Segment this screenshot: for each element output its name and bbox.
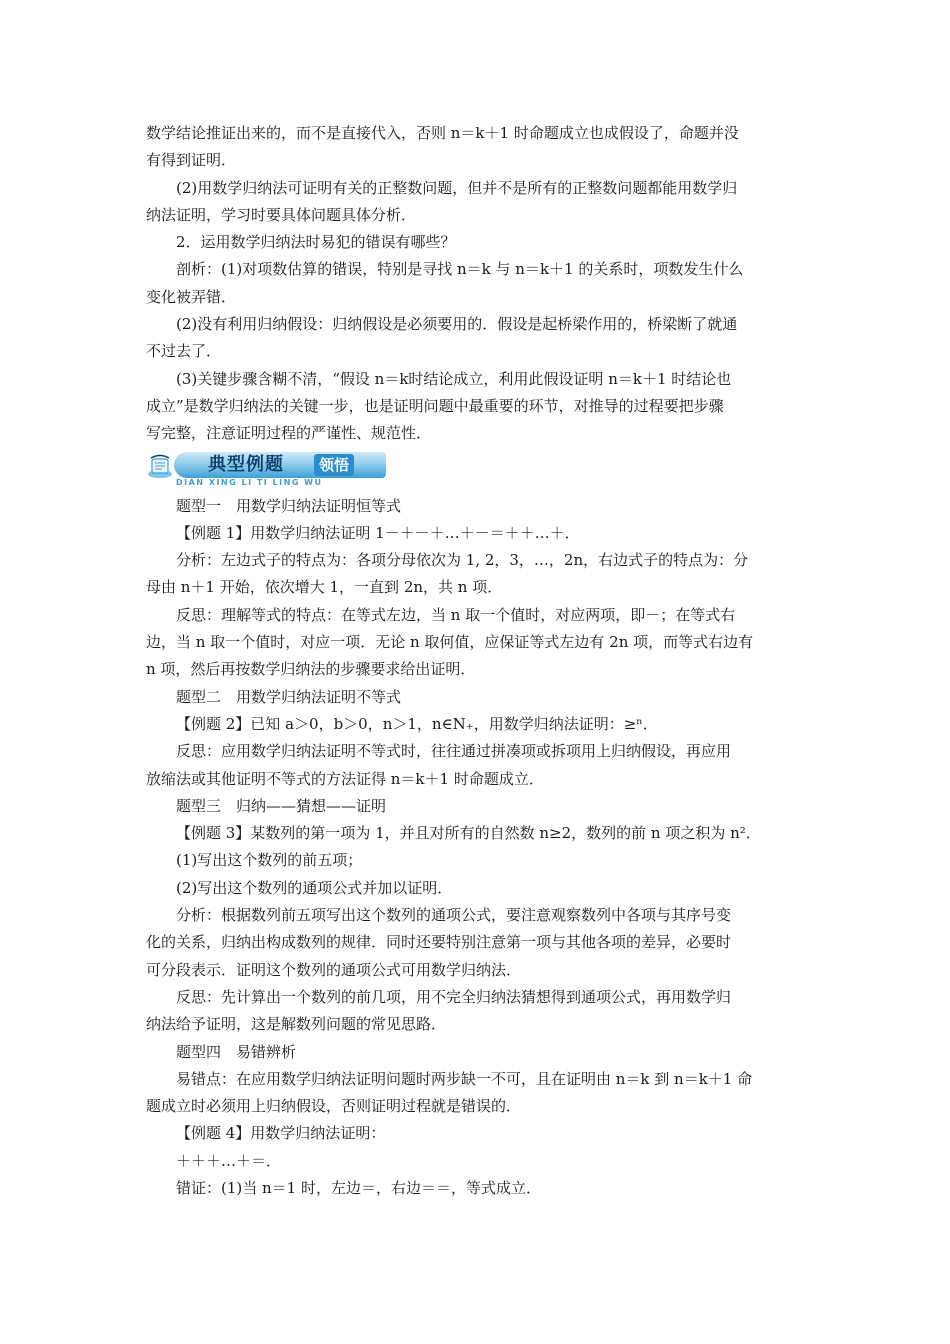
banner-subtitle: DIAN XING LI TI LING WU: [176, 477, 323, 487]
paragraph-line: 剖析：(1)对项数估算的错误，特别是寻找 n＝k 与 n＝k＋1 的关系时，项数发生什么: [176, 260, 744, 279]
paragraph-line: 变化被弄错．: [146, 287, 237, 306]
banner-tag: 领悟: [314, 454, 354, 476]
example-line: 【例题 1】用数学归纳法证明 1－＋－＋…＋－＝＋＋…＋．: [176, 523, 580, 542]
paragraph-line: 化的关系，归纳出构成数列的规律．同时还要特别注意第一项与其他各项的差异，必要时: [146, 933, 732, 952]
paragraph-line: (2)写出这个数列的通项公式并加以证明．: [176, 878, 453, 897]
question-heading: 2．运用数学归纳法时易犯的错误有哪些？: [176, 233, 456, 252]
example-line: 【例题 4】用数学归纳法证明：: [176, 1124, 386, 1143]
paragraph-line: 分析：左边式子的特点为：各项分母依次为 1, 2，3，…，2n，右边式子的特点为：分: [176, 551, 749, 570]
paragraph-line: 边，当 n 取一个值时，对应一项．无论 n 取何值，应保证等式左边有 2n 项，而等式右边有: [146, 633, 754, 652]
example-line: 【例题 3】某数列的第一项为 1，并且对所有的自然数 n≥2，数列的前 n 项之积为 n²．: [176, 824, 761, 843]
section-heading: 题型四 易错辨析: [176, 1042, 297, 1061]
example-line: 【例题 2】已知 a＞0，b＞0，n＞1，n∈N₊，用数学归纳法证明：≥ⁿ．: [176, 714, 658, 733]
paragraph-line: 错证：(1)当 n＝1 时，左边＝，右边＝＝，等式成立．: [176, 1178, 541, 1197]
paragraph-line: (3)关键步骤含糊不清，“假设 n＝k时结论成立，利用此假设证明 n＝k＋1 时结论也: [176, 369, 732, 388]
paragraph-line: n 项，然后再按数学归纳法的步骤要求给出证明．: [146, 660, 476, 679]
book-stack-icon: [146, 451, 174, 479]
paragraph-line: 反思：应用数学归纳法证明不等式时，往往通过拼凑项或拆项用上归纳假设，再应用: [176, 742, 732, 761]
paragraph-line: 题成立时必须用上归纳假设，否则证明过程就是错误的．: [146, 1097, 522, 1116]
paragraph-line: 纳法给予证明，这是解数列问题的常见思路．: [146, 1015, 447, 1034]
document-body: [146, 120, 810, 1202]
paragraph-line: (2)用数学归纳法可证明有关的正整数问题，但并不是所有的正整数问题都能用数学归: [176, 178, 738, 197]
paragraph-line: (2)没有利用归纳假设：归纳假设是必须要用的．假设是起桥梁作用的，桥梁断了就通: [176, 315, 738, 334]
paragraph-line: 反思：理解等式的特点：在等式左边，当 n 取一个值时，对应两项，即－；在等式右: [176, 605, 736, 624]
section-heading: 题型三 归纳——猜想——证明: [176, 796, 387, 815]
paragraph-line: 纳法证明，学习时要具体问题具体分析．: [146, 205, 417, 224]
section-heading: 题型二 用数学归纳法证明不等式: [176, 687, 402, 706]
paragraph-line: 可分段表示．证明这个数列的通项公式可用数学归纳法．: [146, 960, 522, 979]
paragraph-line: 反思：先计算出一个数列的前几项，用不完全归纳法猜想得到通项公式，再用数学归: [176, 987, 732, 1006]
paragraph-line: 放缩法或其他证明不等式的方法证得 n＝k＋1 时命题成立．: [146, 769, 544, 788]
banner-title: 典型例题: [208, 453, 284, 475]
paragraph-line: 不过去了．: [146, 342, 222, 361]
paragraph-line: 写完整，注意证明过程的严谨性、规范性．: [146, 424, 432, 443]
paragraph-line: 分析：根据数列前五项写出这个数列的通项公式，要注意观察数列中各项与其序号变: [176, 906, 732, 925]
paragraph-line: 数学结论推证出来的，而不是直接代入，否则 n＝k＋1 时命题成立也成假设了，命题并没: [146, 124, 739, 142]
paragraph-line: 成立”是数学归纳法的关键一步，也是证明问题中最重要的环节，对推导的过程要把步骤: [146, 396, 724, 415]
paragraph-line: 母由 n＋1 开始，依次增大 1，一直到 2n，共 n 项．: [146, 578, 503, 597]
paragraph-line: (1)写出这个数列的前五项；: [176, 851, 363, 870]
section-heading: 题型一 用数学归纳法证明恒等式: [176, 496, 402, 515]
section-banner: [146, 451, 810, 491]
paragraph-line: 易错点：在应用数学归纳法证明问题时两步缺一不可，且在证明由 n＝k 到 n＝k＋1 命: [176, 1069, 753, 1088]
paragraph-line: 有得到证明．: [146, 151, 237, 170]
formula-line: ＋＋＋…＋＝．: [176, 1151, 282, 1170]
